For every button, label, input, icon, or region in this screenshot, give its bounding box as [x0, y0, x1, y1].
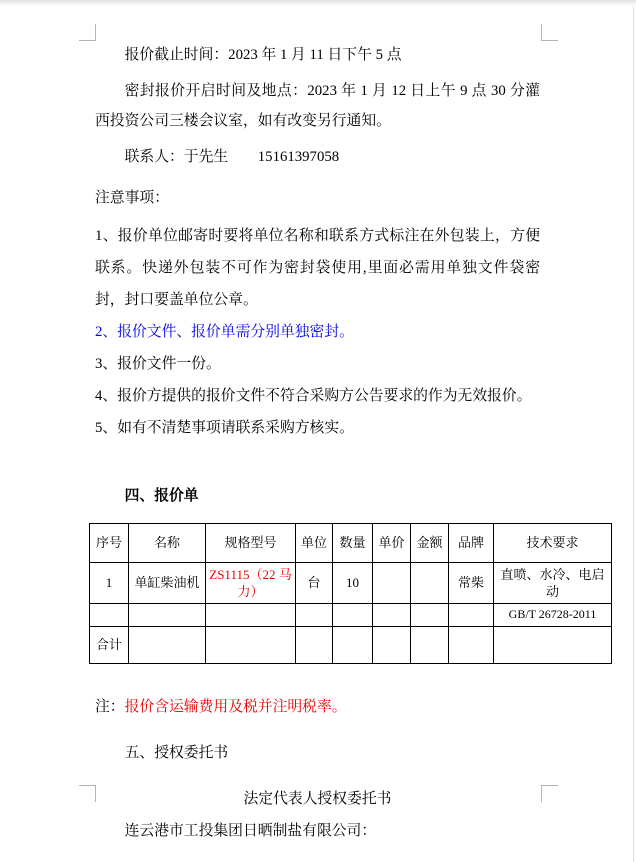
col-seq: 序号 — [90, 523, 129, 562]
cell-total-label: 合计 — [90, 626, 129, 663]
col-amount: 金额 — [411, 523, 449, 562]
table-row — [90, 562, 612, 603]
col-unit: 单位 — [296, 523, 333, 562]
cell-amount — [411, 626, 449, 663]
cell-amount — [411, 603, 449, 626]
col-name: 名称 — [129, 523, 206, 562]
notice-item-1: 1、报价单位邮寄时要将单位名称和联系方式标注在外包装上，方便联系。快递外包装不可作为密封袋使用,里面必需用单独文件袋密封，封口要盖单位公章。 — [95, 228, 540, 308]
table-total-row — [90, 626, 612, 663]
page-right-edge — [633, 6, 634, 862]
cell-tech-standard: GB/T 26728-2011 — [494, 603, 612, 626]
authorization-salutation: 连云港市工投集团日晒制盐有限公司： — [124, 823, 377, 840]
cell-qty — [333, 603, 373, 626]
cell-spec — [206, 626, 296, 663]
cell-tech — [494, 626, 612, 663]
col-tech: 技术要求 — [494, 523, 612, 562]
notice-item-4: 4、报价方提供的报价文件不符合采购方公告要求的作为无效报价。 — [95, 388, 532, 404]
deadline-line: 报价截止时间：2023 年 1 月 11 日下午 5 点 — [124, 47, 402, 63]
col-spec: 规格型号 — [206, 523, 296, 562]
margin-mark-top-left — [79, 24, 96, 41]
shipping-note — [95, 692, 540, 722]
cell-seq: 1 — [90, 562, 129, 603]
page-top-shadow — [0, 0, 636, 6]
margin-mark-bottom-left — [79, 785, 96, 802]
cell-unit — [296, 626, 333, 663]
note-text: 报价含运输费用及税并注明税率。 — [124, 698, 347, 715]
col-price: 单价 — [373, 523, 411, 562]
quote-section-heading: 四、报价单 — [124, 488, 199, 504]
contact-line: 联系人：于先生 15161397058 — [124, 149, 340, 165]
cell-unit: 台 — [296, 562, 333, 603]
cell-name: 单缸柴油机 — [129, 562, 206, 603]
cell-unit — [296, 603, 333, 626]
cell-seq — [90, 603, 129, 626]
cell-brand: 常柴 — [449, 562, 494, 603]
note-prefix: 注： — [95, 698, 125, 715]
notice-item-2: 2、报价文件、报价单需分别单独密封。 — [95, 324, 354, 340]
notice-heading: 注意事项： — [95, 190, 169, 206]
notice-item-5: 5、如有不清楚事项请联系采购方核实。 — [95, 420, 354, 436]
margin-mark-bottom-right — [541, 785, 558, 802]
opening-time-line: 密封报价开启时间及地点：2023 年 1 月 12 日上午 9 点 30 分灌西投资公司三楼会议室，如有改变另行通知。 — [95, 83, 540, 129]
cell-price — [373, 603, 411, 626]
cell-price — [373, 626, 411, 663]
authorization-title: 法定代表人授权委托书 — [243, 791, 392, 808]
margin-mark-top-right — [541, 24, 558, 41]
cell-spec: ZS1115（22 马力） — [206, 562, 296, 603]
cell-amount — [411, 562, 449, 603]
cell-price — [373, 562, 411, 603]
cell-tech: 直喷、水冷、电启动 — [494, 562, 612, 603]
notice-item-3: 3、报价文件一份。 — [95, 356, 221, 372]
authorization-section-heading: 五、授权委托书 — [124, 744, 229, 761]
table-header-row — [90, 523, 612, 562]
table-row — [90, 603, 612, 626]
cell-qty — [333, 626, 373, 663]
document-body — [95, 40, 605, 847]
cell-name — [129, 626, 206, 663]
col-qty: 数量 — [333, 523, 373, 562]
cell-spec — [206, 603, 296, 626]
cell-brand — [449, 626, 494, 663]
cell-name — [129, 603, 206, 626]
cell-qty: 10 — [333, 562, 373, 603]
cell-brand — [449, 603, 494, 626]
quote-table — [89, 523, 612, 664]
col-brand: 品牌 — [449, 523, 494, 562]
